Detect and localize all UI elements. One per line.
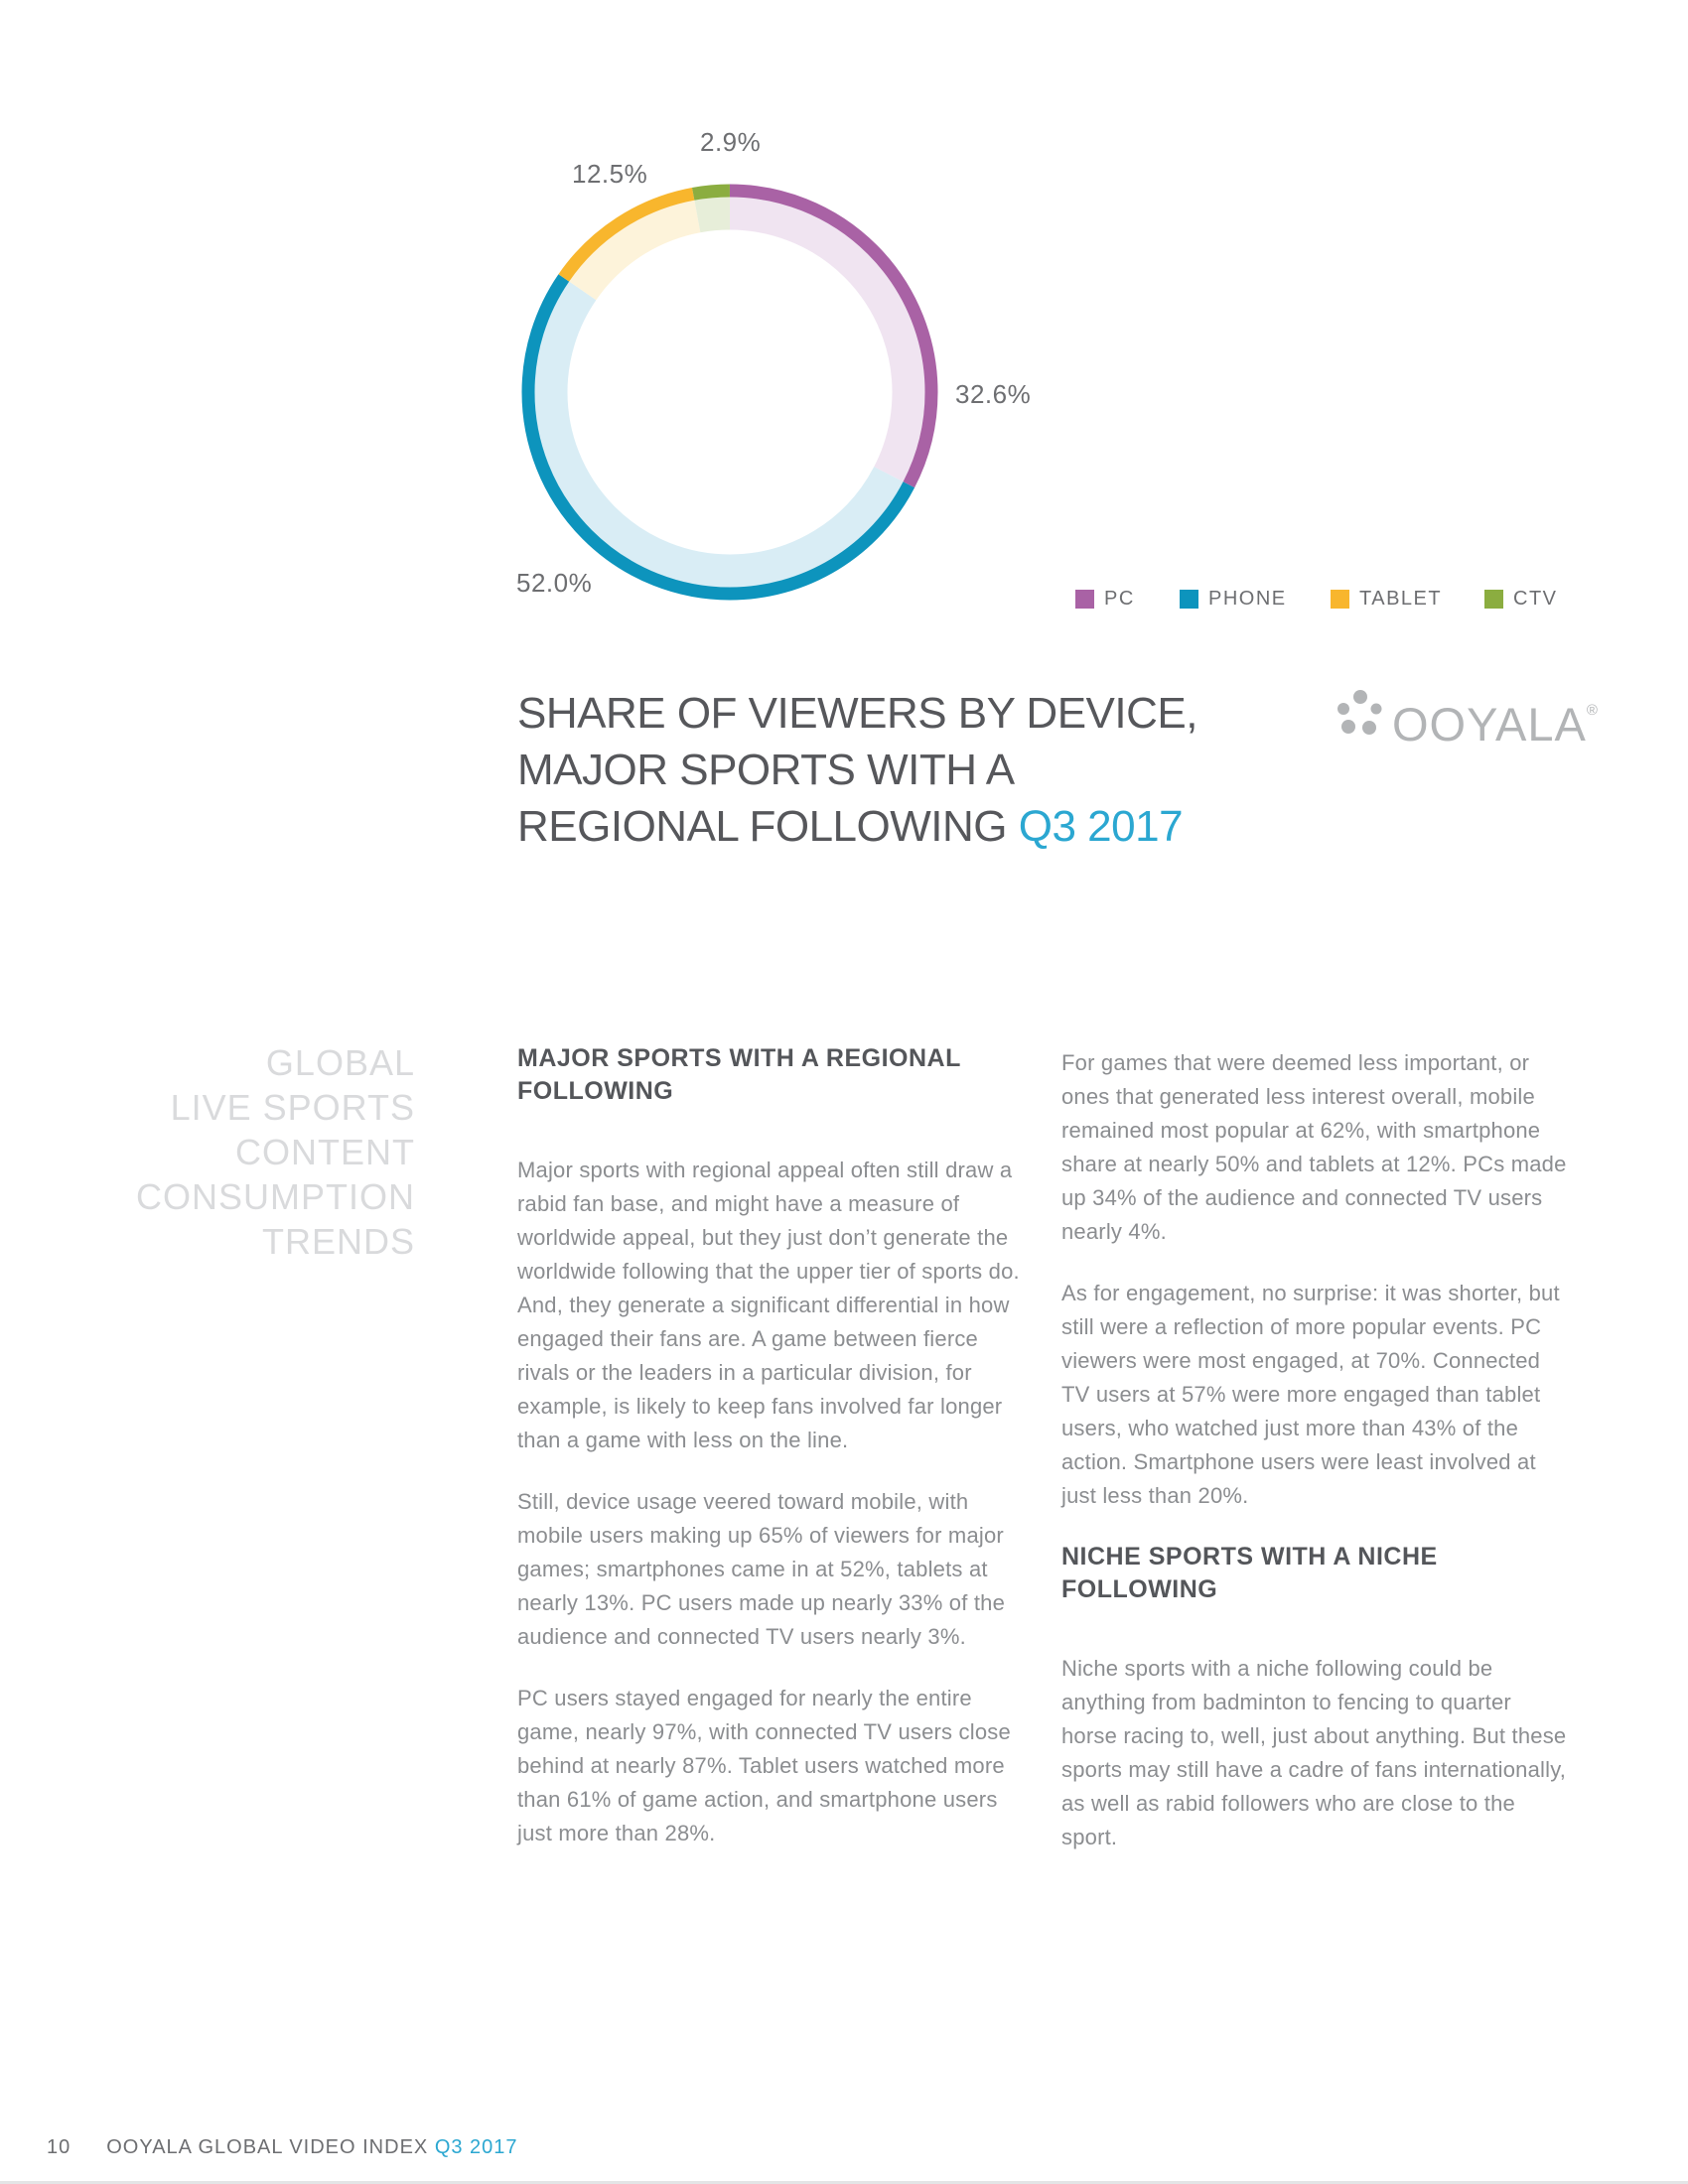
footer-text: OOYALA GLOBAL VIDEO INDEX <box>106 2136 435 2158</box>
paragraph: Niche sports with a niche following could be anything from badminton to fencing to quarter horse racing to, well, just about anything. But these sports may still have a cadre of fans internationally, as well as rabid followers who are close to the sport. <box>1061 1656 1567 1849</box>
legend-item-phone <box>1180 588 1287 611</box>
legend-label-tablet: TABLET <box>1359 588 1443 610</box>
slice-label-phone: 52.0% <box>516 568 593 598</box>
ooyala-dots-icon <box>1336 689 1384 737</box>
chart-title-line3: REGIONAL FOLLOWING Q3 2017 <box>517 802 1184 851</box>
body-column-2 <box>1061 1046 1573 1882</box>
paragraph: PC users stayed engaged for nearly the entire game, nearly 97%, with connected TV users close behind at nearly 87%. Tablet users watched more than 61% of game action, and smartphone users just more than 28%. <box>517 1686 1011 1845</box>
paragraph: As for engagement, no surprise: it was shorter, but still were a reflection of more popular events. PC viewers were most engaged, at 70%. Connected TV users at 57% were more engaged than tablet users, who watched just more than 43% of the action. Smartphone users were least involved at just less than 20%. <box>1061 1281 1560 1508</box>
legend-label-ctv: CTV <box>1513 588 1558 610</box>
slice-label-tablet: 12.5% <box>572 159 648 189</box>
legend-swatch-tablet <box>1331 590 1349 609</box>
donut-chart <box>477 109 1132 665</box>
section-label-line: TRENDS <box>261 1221 415 1262</box>
legend-item-pc <box>1075 588 1135 611</box>
page-footer <box>47 2136 518 2159</box>
section-label-line: GLOBAL <box>265 1042 415 1083</box>
registered-mark: ® <box>1586 702 1599 719</box>
legend-item-tablet <box>1331 588 1442 611</box>
heading-major-sports: MAJOR SPORTS WITH A REGIONAL FOLLOWING <box>517 1044 961 1105</box>
chart-title-line2: MAJOR SPORTS WITH A <box>517 746 1015 794</box>
legend-swatch-phone <box>1180 590 1198 609</box>
legend-item-ctv <box>1484 588 1558 611</box>
slice-label-ctv: 2.9% <box>700 127 762 157</box>
section-label-line: CONSUMPTION <box>136 1176 415 1217</box>
slice-label-pc: 32.6% <box>955 379 1032 409</box>
section-label <box>60 1040 415 1264</box>
paragraph: Still, device usage veered toward mobile, with mobile users making up 65% of viewers for major games; smartphones came in at 52%, tablets at nearly 13%. PC users made up nearly 33% of the audience and connected TV users nearly 3%. <box>517 1489 1006 1649</box>
page-number: 10 <box>47 2136 71 2158</box>
chart-title <box>517 685 1332 855</box>
body-column-1 <box>517 1042 1029 1878</box>
chart-title-line1: SHARE OF VIEWERS BY DEVICE, <box>517 689 1197 738</box>
donut-chart-svg <box>496 159 963 625</box>
section-label-line: CONTENT <box>235 1132 415 1172</box>
legend-swatch-pc <box>1075 590 1094 609</box>
ooyala-logo <box>1336 687 1599 749</box>
legend-label-pc: PC <box>1104 588 1135 610</box>
footer-quarter: Q3 2017 <box>434 2136 518 2158</box>
chart-title-quarter: Q3 2017 <box>1018 802 1184 851</box>
section-label-line: LIVE SPORTS <box>170 1087 415 1128</box>
legend-label-phone: PHONE <box>1208 588 1287 610</box>
ooyala-wordmark: OOYALA® <box>1392 698 1599 751</box>
paragraph: Major sports with regional appeal often still draw a rabid fan base, and might have a measure of worldwide appeal, but they just don’t generate the worldwide following that the upper tier of sports do. And, they generate a significant differential in how engaged their fans are. A game between fierce rivals or the leaders in a particular division, for example, is likely to keep fans involved far longer than a game with less on the line. <box>517 1158 1020 1452</box>
legend-swatch-ctv <box>1484 590 1503 609</box>
heading-niche-sports: NICHE SPORTS WITH A NICHE FOLLOWING <box>1061 1543 1438 1603</box>
paragraph: For games that were deemed less important, or ones that generated less interest overall, mobile remained most popular at 62%, with smartphone share at nearly 50% and tablets at 12%. PCs made up 34% of the audience and connected TV users nearly 4%. <box>1061 1050 1567 1244</box>
